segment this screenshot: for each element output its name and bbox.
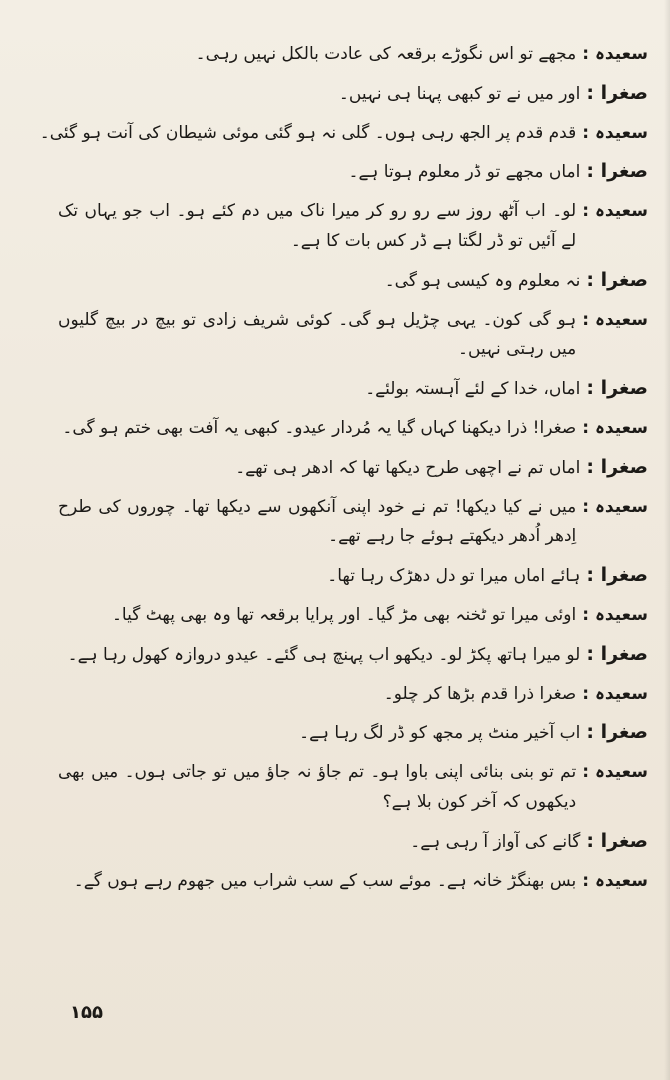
line-text: میں نے کیا دیکھا! تم نے خود اپنی آنکھوں سے دیکھا تھا۔ چوروں کی طرح اِدھر اُدھر دیکھتے ہوئے جا رہے تھے۔ xyxy=(58,496,577,547)
dialogue-line xyxy=(58,197,648,257)
line-text: لو۔ اب آٹھ روز سے رو رو کر میرا ناک میں دم کئے ہو۔ اب جو یہاں تک لے آئیں تو ڈر لگتا ہے ڈر کس بات کا ہے۔ xyxy=(58,201,577,251)
dialogue-line xyxy=(58,680,648,710)
dialogue-line xyxy=(58,453,648,484)
line-text: قدم قدم پر الجھ رہی ہوں۔ گلی نہ ہو گئی موئی شیطان کی آنت ہو گئی۔ xyxy=(39,122,577,143)
dialogue-line xyxy=(58,867,648,897)
speaker-label: سعیدہ : xyxy=(582,122,648,143)
dialogue-block xyxy=(39,40,648,905)
dialogue-line xyxy=(58,40,648,70)
speaker-label: سعیدہ : xyxy=(582,683,648,704)
dialogue-line xyxy=(58,827,648,858)
dialogue-line xyxy=(58,157,648,188)
line-text: اماں تم نے اچھی طرح دیکھا تھا کہ ادھر ہی تھے۔ xyxy=(235,457,581,478)
line-text: لو میرا ہاتھ پکڑ لو۔ دیکھو اب پہنچ ہی گئے۔ عیدو دروازہ کھول رہا ہے۔ xyxy=(67,644,581,665)
dialogue-line xyxy=(58,601,648,631)
speaker-label: سعیدہ : xyxy=(582,44,648,64)
speaker-label: سعیدہ : xyxy=(582,496,648,517)
speaker-label: صغرا : xyxy=(586,160,648,183)
line-text: بس بھنگڑ خانہ ہے۔ موئے سب کے سب شراب میں جھوم رہے ہوں گے۔ xyxy=(73,870,577,891)
line-text: صغرا ذرا قدم بڑھا کر چلو۔ xyxy=(383,683,577,704)
line-text: ہائے اماں میرا تو دل دھڑک رہا تھا۔ xyxy=(327,566,581,587)
speaker-label: سعیدہ : xyxy=(582,604,648,625)
page-edge-shadow xyxy=(664,0,670,1080)
speaker-label: صغرا : xyxy=(586,721,648,744)
line-text: گانے کی آواز آ رہی ہے۔ xyxy=(410,831,581,852)
speaker-label: سعیدہ : xyxy=(582,417,648,438)
line-text: نہ معلوم وہ کیسی ہو گی۔ xyxy=(384,270,581,291)
dialogue-line xyxy=(58,374,648,405)
speaker-label: سعیدہ : xyxy=(582,762,648,783)
dialogue-line xyxy=(58,306,648,366)
dialogue-line xyxy=(58,640,648,671)
line-text: ہو گی کون۔ یہی چڑیل ہو گی۔ کوئی شریف زادی تو بیچ در بیچ گلیوں میں رہتی نہیں۔ xyxy=(58,309,577,360)
dialogue-line xyxy=(58,79,648,110)
line-text: اور میں نے تو کبھی پہنا ہی نہیں۔ xyxy=(338,83,581,104)
speaker-label: سعیدہ : xyxy=(582,309,648,330)
dialogue-line xyxy=(58,718,648,749)
dialogue-line xyxy=(58,414,648,444)
dialogue-line xyxy=(39,119,648,149)
speaker-label: صغرا : xyxy=(586,455,648,478)
line-text: صغرا! ذرا دیکھنا کہاں گیا یہ مُردار عیدو۔ کبھی یہ آفت بھی ختم ہو گی۔ xyxy=(62,417,577,438)
dialogue-line xyxy=(58,561,648,592)
speaker-label: صغرا : xyxy=(586,564,648,587)
speaker-label: صغرا : xyxy=(586,642,648,665)
line-text: مجھے تو اس نگوڑے برقعہ کی عادت بالکل نہیں رہی۔ xyxy=(195,44,577,64)
dialogue-line xyxy=(58,493,648,553)
line-text: تم تو بنی بنائی اپنی باوا ہو۔ تم جاؤ نہ جاؤ میں تو جاتی ہوں۔ میں بھی دیکھوں کہ آخر کون بلا ہے؟ xyxy=(58,762,577,812)
dialogue-line xyxy=(58,758,648,818)
page-number: ۱۵۵ xyxy=(70,1002,103,1023)
line-text: اب آخیر منٹ پر مجھ کو ڈر لگ رہا ہے۔ xyxy=(299,723,581,744)
speaker-label: صغرا : xyxy=(586,829,648,852)
speaker-label: سعیدہ : xyxy=(582,870,648,891)
line-text: اوئی میرا تو ٹخنہ بھی مڑ گیا۔ اور پرایا برقعہ تھا وہ بھی پھٹ گیا۔ xyxy=(111,604,577,625)
line-text: اماں مجھے تو ڈر معلوم ہوتا ہے۔ xyxy=(348,162,581,183)
speaker-label: صغرا : xyxy=(586,268,648,291)
dialogue-line xyxy=(58,266,648,297)
line-text: اماں، خدا کے لئے آہستہ بولئے۔ xyxy=(365,379,581,400)
speaker-label: سعیدہ : xyxy=(582,201,648,222)
speaker-label: صغرا : xyxy=(586,377,648,400)
speaker-label: صغرا : xyxy=(586,81,648,104)
